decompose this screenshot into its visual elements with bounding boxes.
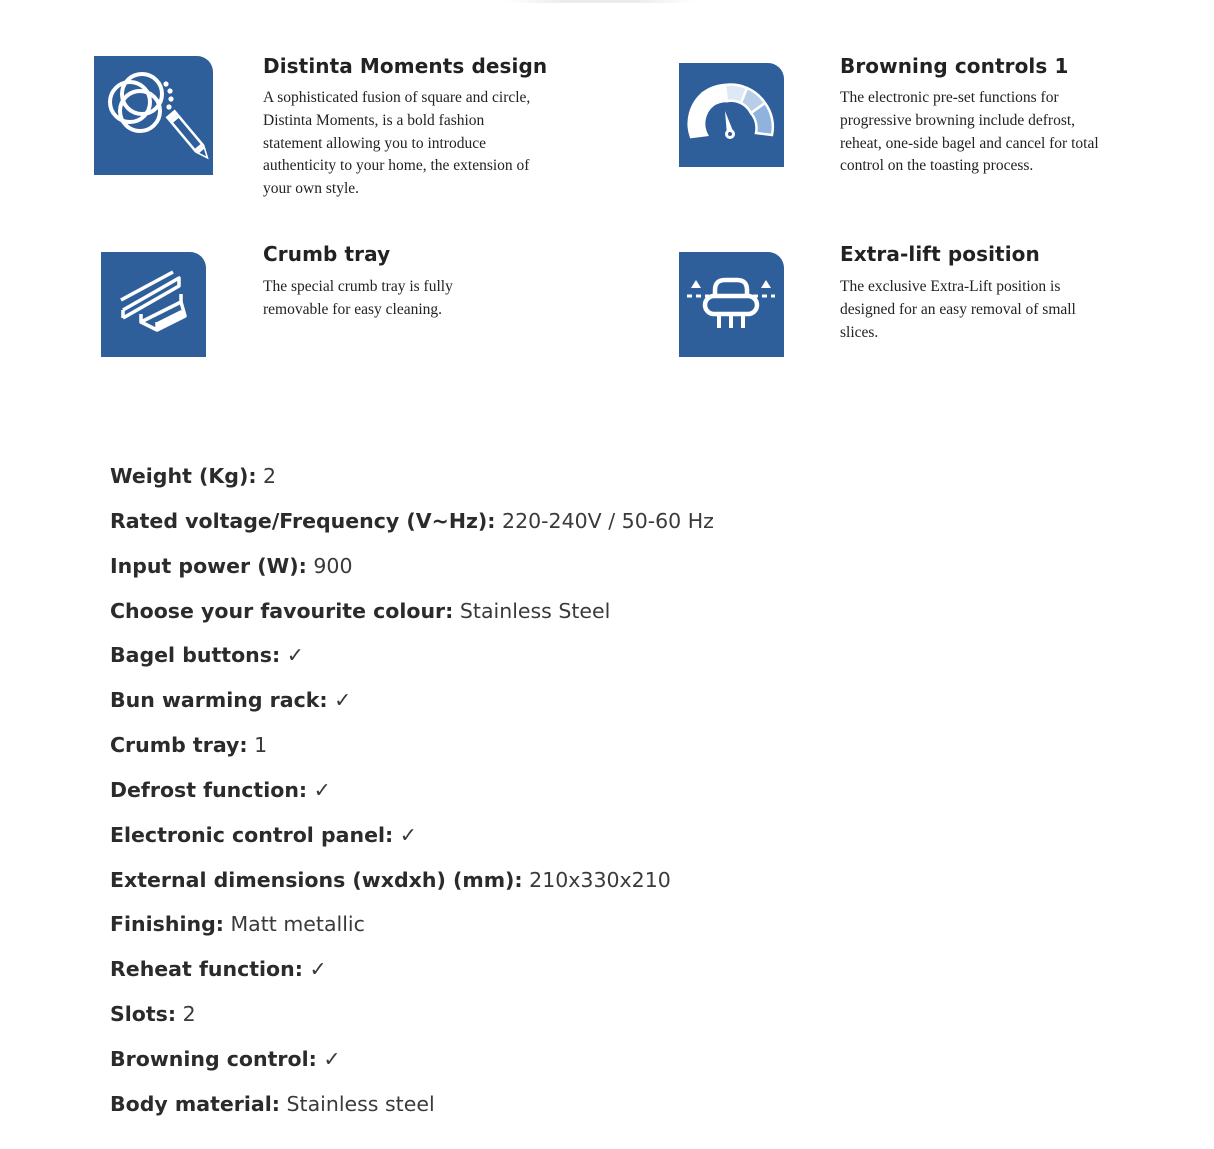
- spec-value: 2: [263, 464, 277, 488]
- spec-row-browning-control: [110, 1043, 910, 1088]
- check-icon: ✓: [399, 822, 417, 847]
- design-circles-pencil-icon: [94, 56, 213, 175]
- spec-row-crumb-tray: [110, 729, 910, 774]
- spec-row-electronic-control-panel: [110, 819, 910, 864]
- feature-description: A sophisticated fusion of square and circle, Distinta Moments, is a bold fashion statement allowing you to introduce authenticity to your home, the extension of your own style.: [263, 89, 531, 198]
- spec-row-bun-warming-rack: [110, 684, 910, 729]
- spec-row-external-dimensions: [110, 864, 910, 909]
- spec-value: 900: [313, 553, 353, 578]
- spec-value: 210x330x210: [529, 867, 671, 892]
- check-icon: ✓: [323, 1046, 341, 1071]
- spec-row-colour: [110, 595, 910, 640]
- spec-label: Browning control:: [110, 1046, 317, 1071]
- spec-value: 2: [182, 1002, 196, 1027]
- spec-value: 1: [254, 733, 268, 758]
- check-icon: ✓: [334, 688, 352, 713]
- spec-row-finishing: [110, 908, 910, 953]
- feature-title: Extra-lift position: [840, 242, 1040, 266]
- spec-label: Bun warming rack:: [110, 688, 328, 713]
- top-divider: [505, 0, 695, 3]
- gauge-icon: [679, 63, 784, 167]
- extra-lift-icon: [679, 252, 784, 357]
- spec-label: Electronic control panel:: [110, 822, 394, 847]
- spec-label: Finishing:: [110, 912, 224, 937]
- spec-row-reheat-function: [110, 953, 910, 998]
- spec-row-body-material: [110, 1088, 910, 1133]
- spec-label: Body material:: [110, 1091, 280, 1116]
- spec-value: Matt metallic: [230, 912, 365, 937]
- feature-title: Crumb tray: [263, 242, 391, 266]
- spec-label: Reheat function:: [110, 957, 303, 982]
- feature-description: The electronic pre-set functions for progressive browning include defrost, reheat, one-side bagel and cancel for total control on the toasting process.: [840, 89, 1099, 175]
- spec-label: External dimensions (wxdxh) (mm):: [110, 867, 523, 892]
- spec-value: Stainless Steel: [459, 598, 611, 623]
- spec-row-slots: [110, 998, 910, 1043]
- feature-title: Distinta Moments design: [263, 54, 548, 78]
- spec-label: Defrost function:: [110, 777, 308, 802]
- spec-row-bagel-buttons: [110, 639, 910, 684]
- spec-label: Crumb tray:: [110, 733, 248, 758]
- spec-row-weight: [110, 460, 910, 505]
- feature-title: Browning controls 1: [840, 54, 1069, 78]
- feature-description: The exclusive Extra-Lift position is designed for an easy removal of small slices.: [840, 278, 1076, 341]
- spec-row-rated-voltage: [110, 505, 910, 550]
- check-icon: ✓: [286, 643, 304, 668]
- spec-label: Choose your favourite colour:: [110, 598, 454, 623]
- spec-row-input-power: [110, 550, 910, 595]
- spec-label: Slots:: [110, 1002, 177, 1027]
- spec-row-defrost-function: [110, 774, 910, 819]
- spec-value: Stainless steel: [286, 1091, 435, 1116]
- spec-label: Weight (Kg):: [110, 464, 257, 488]
- check-icon: ✓: [309, 957, 327, 982]
- spec-value: 220-240V / 50-60 Hz: [502, 508, 714, 533]
- check-icon: ✓: [313, 777, 331, 802]
- spec-label: Rated voltage/Frequency (V~Hz):: [110, 508, 496, 533]
- feature-description: The special crumb tray is fully removable for easy cleaning.: [263, 278, 453, 318]
- spec-label: Bagel buttons:: [110, 643, 281, 668]
- spec-label: Input power (W):: [110, 553, 307, 578]
- specifications-list: [110, 460, 910, 1133]
- crumb-tray-icon: [101, 252, 206, 357]
